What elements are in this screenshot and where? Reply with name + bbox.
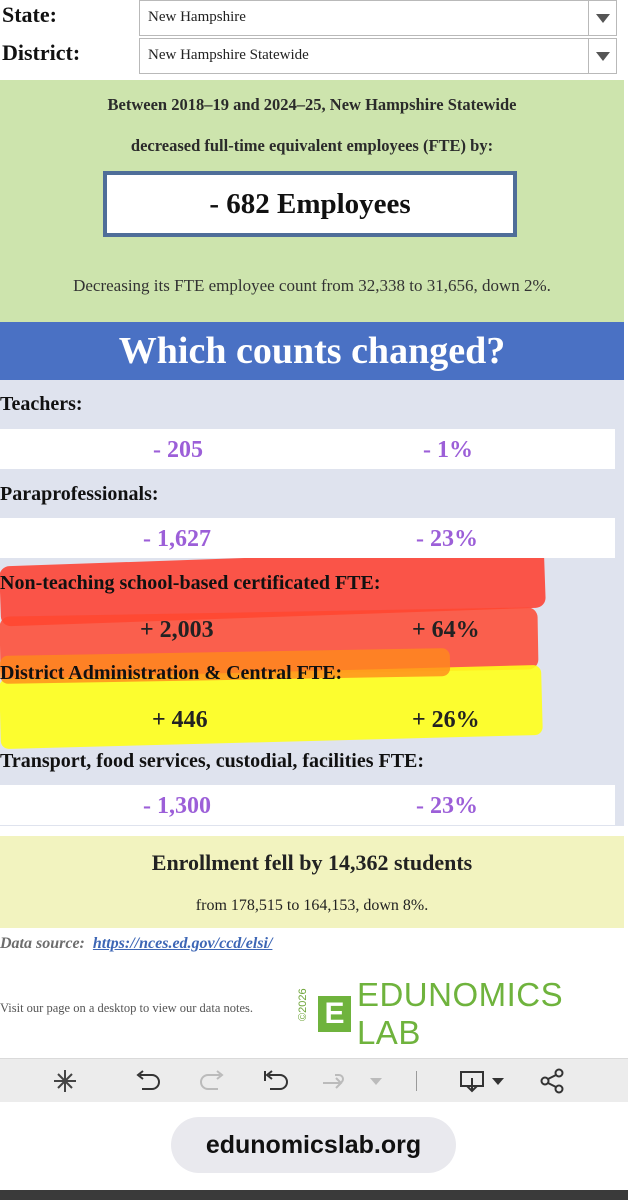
percent-value: + 26%	[412, 707, 480, 733]
summary-line-2: decreased full-time equivalent employees (FTE) by:	[130, 136, 494, 155]
download-icon[interactable]	[458, 1067, 486, 1095]
change-value: + 2,003	[140, 617, 214, 643]
change-value: - 1,627	[143, 526, 211, 552]
district-dropdown-button[interactable]	[588, 39, 616, 73]
percent-value: - 23%	[416, 526, 478, 552]
percent-value: + 64%	[412, 617, 480, 643]
change-value: - 205	[153, 437, 203, 463]
visit-note: Visit our page on a desktop to view our data notes.	[0, 1001, 254, 1015]
brand-mark: E	[318, 996, 351, 1032]
category-row-teachers	[0, 429, 615, 469]
category-label-transport: Transport, food services, custodial, facilities FTE:	[0, 750, 425, 772]
category-label-district-admin: District Administration & Central FTE:	[0, 662, 343, 684]
share-icon[interactable]	[538, 1067, 566, 1095]
state-dropdown-button[interactable]	[588, 1, 616, 35]
percent-value: - 1%	[423, 437, 473, 463]
section-banner	[0, 322, 624, 380]
enrollment-panel	[0, 836, 624, 928]
headline-box	[103, 171, 517, 237]
dropdown-icon[interactable]	[362, 1067, 390, 1095]
banner-title: Which counts changed?	[118, 330, 506, 372]
url-text: edunomicslab.org	[205, 1130, 422, 1159]
change-value: + 446	[152, 707, 208, 733]
headline-change: - 682 Employees	[209, 187, 411, 220]
bottom-edge	[0, 1190, 628, 1200]
district-selector-row	[0, 38, 628, 76]
data-source-link[interactable]: https://nces.ed.gov/ccd/elsi/	[92, 935, 273, 952]
toolbar-divider	[416, 1071, 417, 1091]
data-source	[0, 935, 272, 953]
state-label: State:	[2, 2, 57, 27]
enrollment-title: Enrollment fell by 14,362 students	[151, 850, 473, 875]
data-source-label: Data source:	[0, 935, 85, 952]
state-select[interactable]	[139, 0, 617, 36]
chevron-down-icon	[596, 14, 610, 23]
chevron-down-icon	[596, 52, 610, 61]
enrollment-subtitle: from 178,515 to 164,153, down 8%.	[195, 897, 429, 914]
brand-logo	[296, 976, 628, 1051]
state-select-value: New Hampshire	[148, 9, 246, 25]
category-label-teachers: Teachers:	[0, 393, 83, 415]
district-select[interactable]	[139, 38, 617, 74]
refresh-icon[interactable]	[320, 1067, 348, 1095]
percent-value: - 23%	[416, 793, 478, 819]
category-row-district-admin	[0, 699, 615, 739]
undo-icon[interactable]	[134, 1067, 162, 1095]
category-label-paraprofessionals: Paraprofessionals:	[0, 483, 159, 505]
url-bar[interactable]	[171, 1117, 456, 1173]
redo-icon[interactable]	[198, 1067, 226, 1095]
category-label-non-teaching: Non-teaching school-based certificated FTE:	[0, 572, 381, 594]
tableau-logo-icon[interactable]	[51, 1067, 79, 1095]
category-row-paraprofessionals	[0, 518, 615, 558]
download-menu-icon[interactable]	[484, 1067, 512, 1095]
change-value: - 1,300	[143, 793, 211, 819]
state-selector-row	[0, 0, 628, 38]
viz-toolbar	[0, 1058, 628, 1102]
category-row-non-teaching	[0, 609, 615, 649]
category-row-transport	[0, 785, 615, 825]
revert-icon[interactable]	[262, 1067, 290, 1095]
summary-footnote: Decreasing its FTE employee count from 32,338 to 31,656, down 2%.	[73, 276, 551, 295]
district-label: District:	[2, 40, 81, 65]
summary-line-1: Between 2018–19 and 2024–25, New Hampshire Statewide	[107, 95, 517, 114]
summary-panel	[0, 80, 624, 322]
brand-year: ©2026	[297, 988, 309, 1021]
brand-name: EDUNOMICS LAB	[356, 976, 564, 1051]
district-select-value: New Hampshire Statewide	[148, 47, 309, 63]
